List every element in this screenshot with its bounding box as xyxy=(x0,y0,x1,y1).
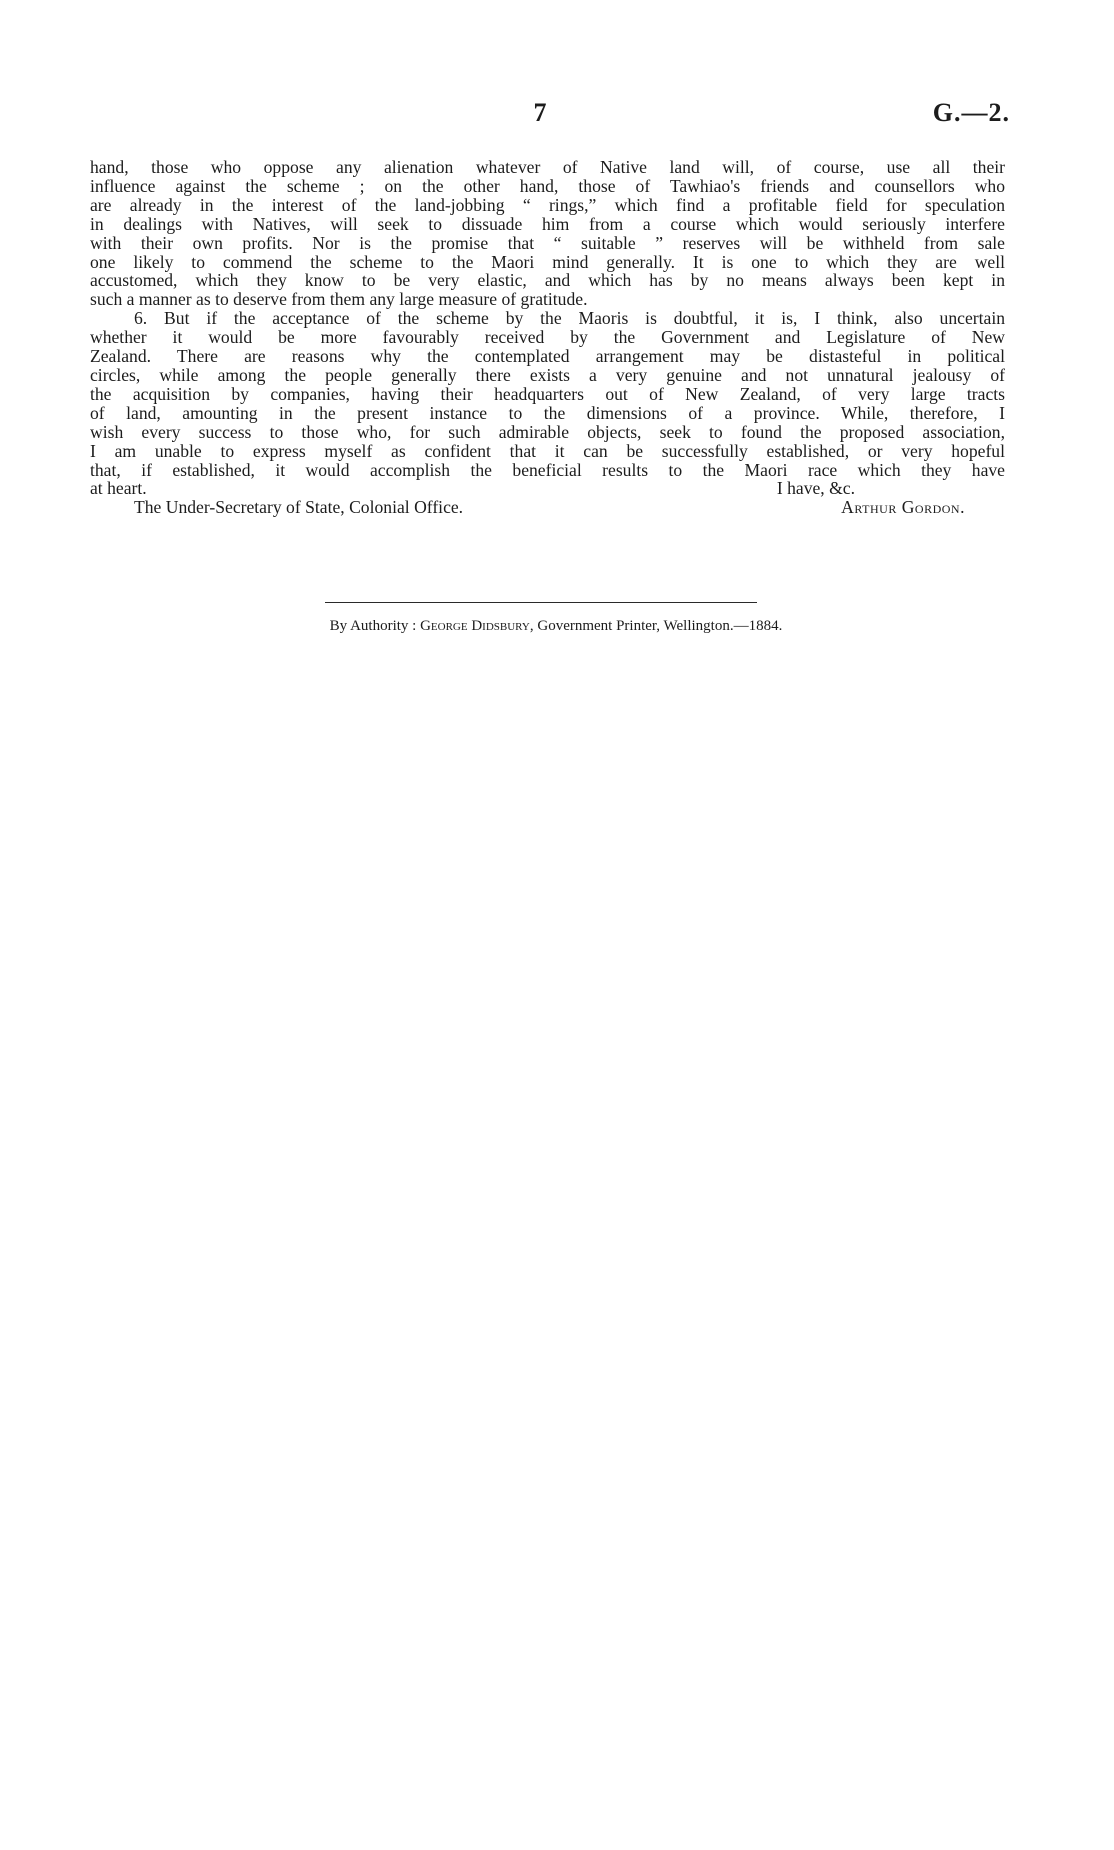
signature-row xyxy=(90,498,1005,517)
text-line: Zealand. There are reasons why the contemplated arrangement may be distasteful in political xyxy=(90,346,1005,367)
text-line: one likely to commend the scheme to the Maori mind generally. It is one to which they are well xyxy=(90,251,1005,272)
text-line: I am unable to express myself as confident that it can be successfully established, or very hopeful xyxy=(90,440,1005,461)
letter-body xyxy=(90,158,1005,517)
imprint-prefix: By Authority : xyxy=(329,618,417,634)
final-line: at heart. xyxy=(90,478,147,499)
text-line: accustomed, which they know to be very elastic, and which has by no means always been kept in xyxy=(90,270,1005,291)
imprint-suffix: Government Printer, Wellington.—1884. xyxy=(537,618,783,634)
document-reference: G.—2. xyxy=(932,98,1010,127)
paragraph-continued xyxy=(90,158,1005,309)
text-line: wish every success to those who, for such admirable objects, seek to found the proposed association, xyxy=(90,421,1005,442)
text-line: the acquisition by companies, having their headquarters out of New Zealand, of very large tracts xyxy=(90,383,1005,404)
text-line: hand, those who oppose any alienation whatever of Native land will, of course, use all their xyxy=(90,157,1005,177)
closing-row xyxy=(90,479,1005,498)
text-line: of land, amounting in the present instance to the dimensions of a province. While, therefore, I xyxy=(90,402,1005,423)
page-number: 7 xyxy=(533,98,547,127)
text-line: 6. But if the acceptance of the scheme by the Maoris is doubtful, it is, I think, also uncertain xyxy=(134,308,1005,329)
printer-imprint xyxy=(150,618,962,635)
imprint-printer-name: George Didsbury, xyxy=(420,618,534,634)
text-line: influence against the scheme ; on the other hand, those of Tawhiao's friends and counsellors who xyxy=(90,175,1005,196)
text-line: with their own profits. Nor is the promise that “ suitable ” reserves will be withheld from sale xyxy=(90,232,1005,253)
text-line: whether it would be more favourably received by the Government and Legislature of New xyxy=(90,327,1005,348)
closing-phrase: I have, &c. xyxy=(776,478,855,499)
text-line: in dealings with Natives, will seek to dissuade him from a course which would seriously interfere xyxy=(90,213,1005,234)
paragraph-6 xyxy=(90,309,1005,498)
text-line: circles, while among the people generally there exists a very genuine and not unnatural jealousy of xyxy=(90,364,1005,385)
text-line: that, if established, it would accomplish the beneficial results to the Maori race which they have xyxy=(90,459,1005,480)
divider-rule xyxy=(325,602,757,603)
text-line: such a manner as to deserve from them any large measure of gratitude. xyxy=(90,289,588,310)
signatory-name: Arthur Gordon. xyxy=(841,497,965,518)
text-line: are already in the interest of the land-jobbing “ rings,” which find a profitable field for speculation xyxy=(90,194,1005,215)
addressee: The Under-Secretary of State, Colonial Office. xyxy=(134,497,464,518)
